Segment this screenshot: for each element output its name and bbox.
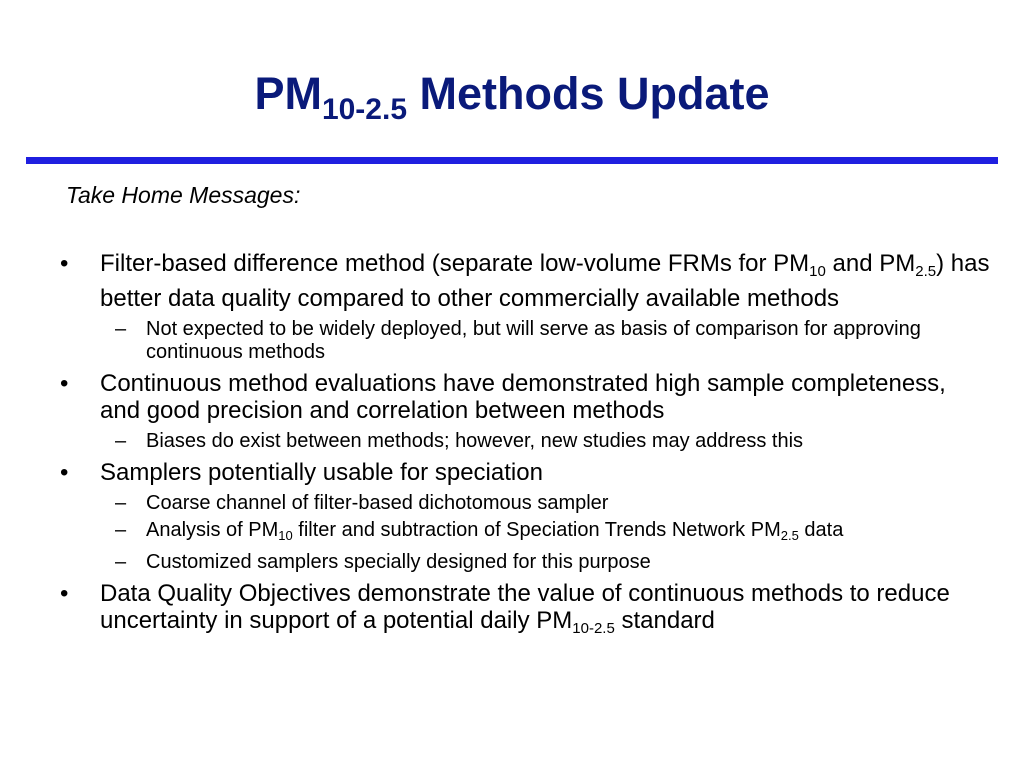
text-run: ) has better data quality compared to other commercially available methods bbox=[100, 250, 990, 312]
title-subscript: 10-2.5 bbox=[321, 93, 408, 126]
dash-icon: – bbox=[115, 318, 127, 340]
subscript: 10 bbox=[809, 263, 826, 280]
title-divider bbox=[26, 157, 998, 164]
dash-icon: – bbox=[115, 492, 127, 514]
slide-title bbox=[0, 66, 1024, 138]
dash-icon: – bbox=[115, 519, 127, 541]
dash-icon: – bbox=[115, 430, 127, 452]
subscript: 2.5 bbox=[780, 528, 799, 543]
sub-bullet-list bbox=[100, 492, 990, 574]
text-run: filter and subtraction of Speciation Trends Network PM bbox=[292, 519, 781, 541]
title-suffix: Methods Update bbox=[419, 68, 770, 119]
bullet-item-continuous-evaluations bbox=[60, 370, 990, 453]
bullet-item-filter-based bbox=[60, 250, 990, 364]
bullet-text bbox=[100, 250, 989, 312]
sub-bullet-text: Biases do exist between methods; however, new studies may address this bbox=[146, 430, 804, 452]
sub-bullet-item bbox=[100, 519, 990, 547]
sub-bullet-item bbox=[100, 492, 990, 515]
sub-bullet-list bbox=[100, 318, 990, 364]
bullet-icon: • bbox=[60, 370, 69, 397]
bullet-icon: • bbox=[60, 459, 69, 486]
sub-bullet-item bbox=[100, 318, 990, 364]
bullet-icon: • bbox=[60, 580, 69, 607]
sub-bullet-list bbox=[100, 430, 990, 453]
text-run: Analysis of PM bbox=[146, 519, 279, 541]
sub-bullet-text bbox=[146, 519, 843, 541]
bullet-icon: • bbox=[60, 250, 69, 277]
sub-bullet-text: Customized samplers specially designed for this purpose bbox=[146, 551, 651, 573]
sub-bullet-text: Coarse channel of filter-based dichotomous sampler bbox=[146, 492, 609, 514]
bullet-list bbox=[60, 250, 990, 644]
subscript: 10 bbox=[278, 528, 293, 543]
text-run: Data Quality Objectives demonstrate the value of continuous methods to reduce uncertainty in support of a potential daily PM bbox=[100, 580, 950, 634]
bullet-item-speciation-samplers bbox=[60, 459, 990, 574]
take-home-heading: Take Home Messages: bbox=[66, 182, 301, 208]
text-run: and PM bbox=[825, 250, 916, 277]
sub-bullet-item bbox=[100, 551, 990, 574]
text-run: Filter-based difference method (separate low-volume FRMs for PM bbox=[100, 250, 810, 277]
sub-bullet-item bbox=[100, 430, 990, 453]
subscript: 2.5 bbox=[915, 263, 937, 280]
bullet-text bbox=[100, 580, 950, 637]
title-prefix: PM bbox=[254, 68, 322, 119]
text-run: data bbox=[798, 519, 844, 541]
subscript: 10-2.5 bbox=[572, 620, 615, 637]
bullet-item-data-quality-objectives bbox=[60, 580, 990, 642]
dash-icon: – bbox=[115, 551, 127, 573]
text-run: standard bbox=[614, 607, 715, 634]
bullet-text: Samplers potentially usable for speciation bbox=[100, 459, 543, 486]
bullet-text: Continuous method evaluations have demonstrated high sample completeness, and good precision and correlation between methods bbox=[100, 370, 946, 424]
sub-bullet-text: Not expected to be widely deployed, but will serve as basis of comparison for approving continuous methods bbox=[146, 318, 921, 363]
